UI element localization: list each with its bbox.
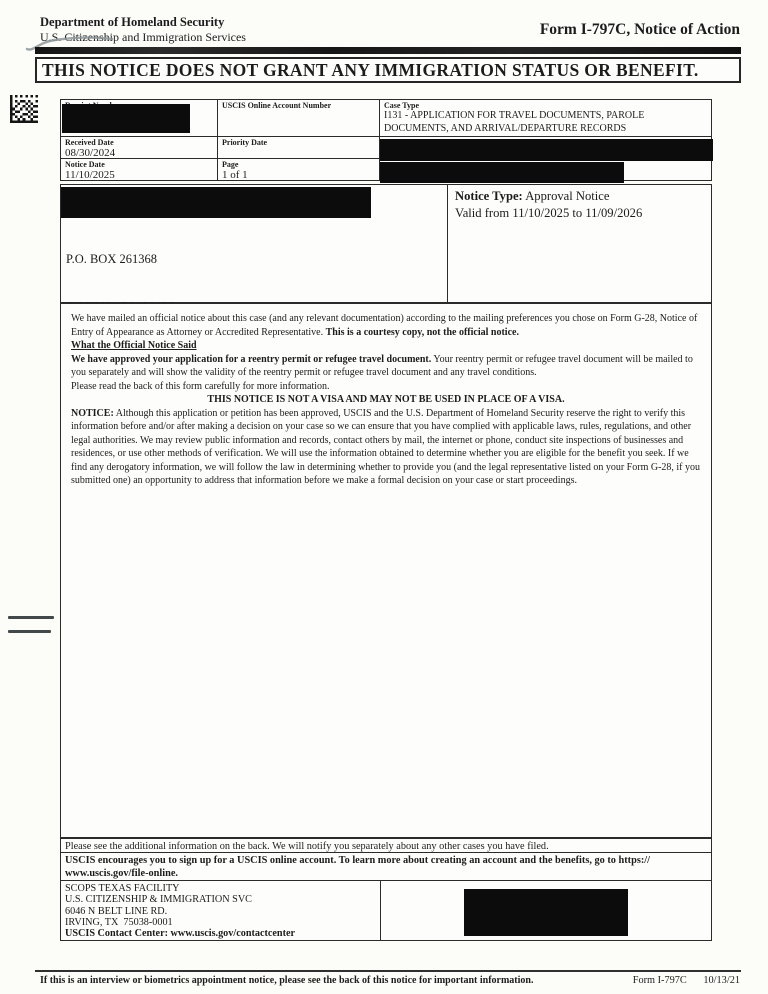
facility-line-3: 6046 N BELT LINE RD. (65, 905, 168, 917)
address-line-1: P.O. BOX 261368 (66, 252, 157, 266)
notice-label: NOTICE: (71, 407, 114, 419)
notice-type-value: Approval Notice (522, 189, 610, 203)
read-back-paragraph: Please read the back of this form carefully for more information. (71, 380, 330, 392)
page-cell (218, 159, 380, 180)
priority-date-label: Priority Date (222, 138, 268, 147)
case-type-label: Case Type (384, 101, 420, 110)
online-account-line-2: www.uscis.gov/file-online. (65, 868, 178, 879)
form-title: Form I-797C, Notice of Action (539, 21, 740, 38)
priority-date-cell (218, 137, 380, 159)
notice-date-value: 11/10/2025 (65, 169, 115, 180)
agency-subname: U.S. Citizenship and Immigration Services (40, 30, 246, 44)
notice-date-label: Notice Date (65, 160, 105, 169)
online-account-row (61, 853, 711, 881)
facility-line-1: SCOPS TEXAS FACILITY (65, 883, 180, 894)
agency-name: Department of Homeland Security (40, 15, 225, 29)
not-a-visa-line: THIS NOTICE IS NOT A VISA AND MAY NOT BE USED IN PLACE OF A VISA. (207, 394, 565, 405)
receipt-number-redaction (62, 104, 190, 133)
notice-text: Although this application or petition has been approved, USCIS and the U.S. Department of Homeland Security reserve the right to verify this information before and/or after making a decision on your case so we can ensure that you have complied with applicable laws, rules, regulations, and other legal authorities. We may review public information and records, contact others by mail, the internet or phone, conduct site inspections of businesses and residences, or use other methods of verification. We will use the information obtained to determine whether you are eligible for the benefit you seek. If we find any derogatory information, we will follow the law in determining whether to provide you (and the legal representative listed on your Form G-28, if you submitted one) an opportunity to address that information before we make a formal decision on your case or start proceedings. (71, 407, 701, 486)
page-label: Page (222, 160, 239, 169)
facility-address (61, 881, 381, 941)
header-separator-bar (35, 47, 741, 54)
case-type-value: I131 - APPLICATION FOR TRAVEL DOCUMENTS, PAROLE DOCUMENTS, AND ARRIVAL/DEPARTURE RECORDS (384, 110, 645, 134)
notice-type-line (455, 188, 642, 205)
received-date-value: 08/30/2024 (65, 147, 116, 159)
footer-form-code: Form I-797C (632, 975, 687, 986)
footer-interview-note: If this is an interview or biometrics appointment notice, please see the back of this notice for important information. (40, 975, 534, 986)
online-account-line-1: USCIS encourages you to sign up for a USCIS online account. To learn more about creating an account and the benefits, go to https:// (65, 855, 650, 866)
notice-body (60, 303, 712, 838)
facility-line-2: U.S. CITIZENSHIP & IMMIGRATION SVC (65, 894, 252, 906)
notice-type-label: Notice Type: (455, 189, 523, 203)
official-notice-heading: What the Official Notice Said (71, 340, 197, 351)
approved-bold-text: We have approved your application for a reentry permit or refugee travel document. (71, 353, 432, 365)
no-benefit-banner: THIS NOTICE DOES NOT GRANT ANY IMMIGRATION STATUS OR BENEFIT. (35, 57, 741, 83)
row3-redaction (380, 162, 624, 183)
uscis-account-label: USCIS Online Account Number (222, 101, 332, 110)
courtesy-copy-text: This is a courtesy copy, not the official notice. (325, 326, 519, 338)
contact-center-line: USCIS Contact Center: www.uscis.gov/contactcenter (65, 928, 296, 940)
notice-paragraph (71, 407, 701, 488)
agency-header (40, 15, 246, 45)
notice-type-block (455, 188, 642, 222)
addressee-name-redaction (61, 187, 371, 218)
margin-mark-1 (8, 616, 54, 619)
uscis-account-cell (218, 100, 380, 137)
footer-revision-date: 10/13/21 (703, 975, 740, 986)
mailed-paragraph-text: We have mailed an official notice about this case (and any relevant documentation) according to the mailing preferences you chose on Form G-28, Notice of Entry of Appearance as Attorney or Accredited Representative. (71, 313, 698, 338)
see-back-row: Please see the additional information on the back. We will notify you separately about any other cases you have filed. (61, 839, 711, 853)
bottom-right-redaction (464, 889, 628, 936)
approved-paragraph (71, 353, 701, 380)
facility-line-4: IRVING, TX 75038-0001 (65, 916, 173, 928)
mailed-paragraph (71, 312, 701, 339)
row2-redaction (380, 139, 713, 161)
footer-rule (35, 970, 741, 972)
datamatrix-barcode-icon (10, 95, 38, 123)
case-type-cell (380, 100, 711, 137)
margin-mark-2 (8, 630, 51, 633)
footer-form-id (633, 975, 740, 986)
received-date-label: Received Date (65, 138, 114, 147)
approved-rest-text: Your reentry permit or refugee travel document will be mailed to you separately and will show the validity of the reentry permit or refugee travel document and any travel conditions. (71, 353, 693, 378)
received-date-cell (61, 137, 218, 159)
page-value: 1 of 1 (222, 169, 248, 180)
notice-date-cell (61, 159, 218, 180)
panel-divider (447, 185, 448, 302)
validity-line: Valid from 11/10/2025 to 11/09/2026 (455, 206, 643, 220)
